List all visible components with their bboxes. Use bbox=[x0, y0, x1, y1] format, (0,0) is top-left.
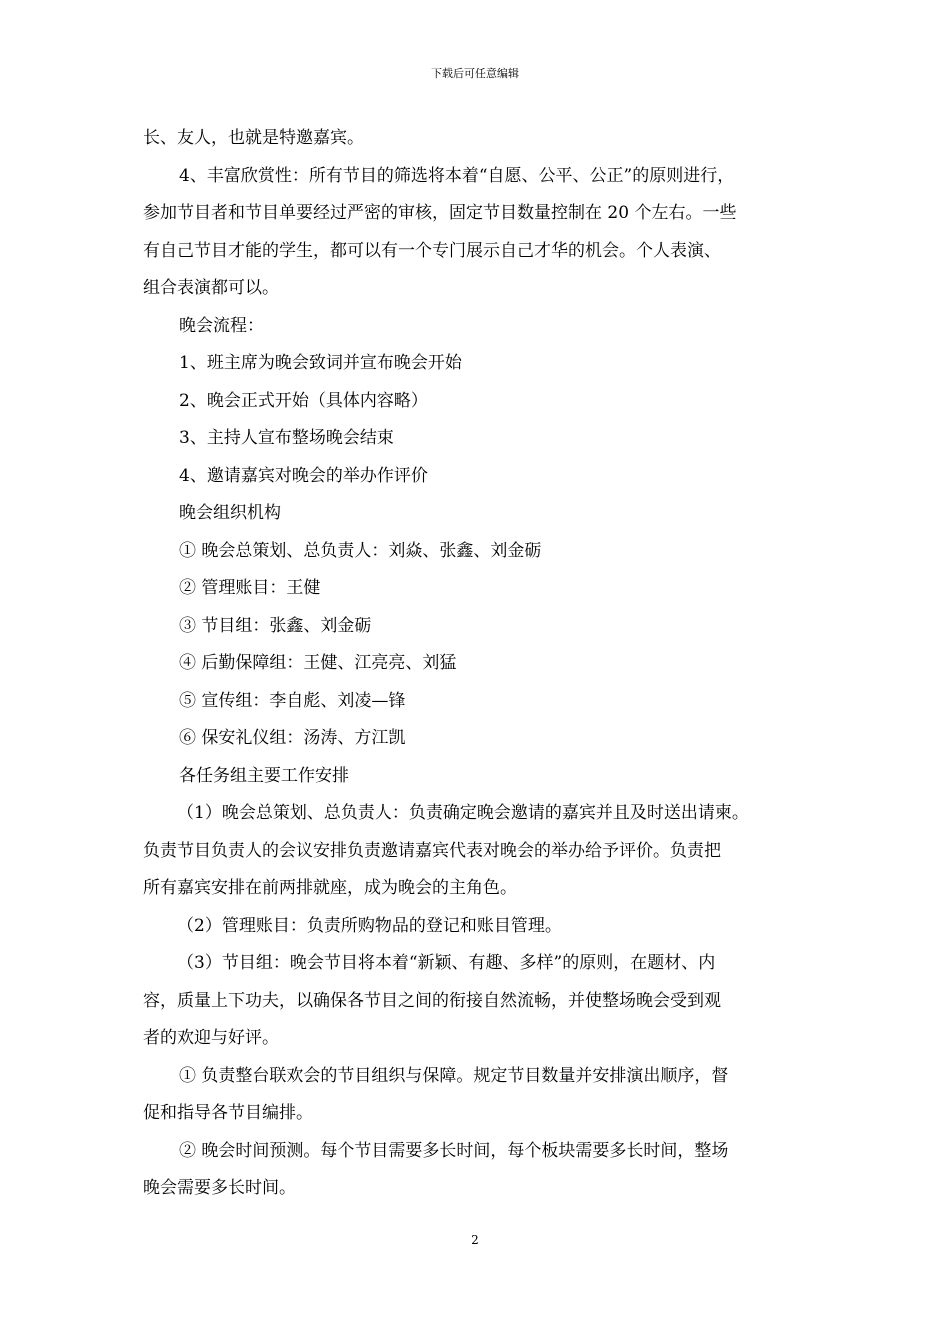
page-header: 下载后可任意编辑 bbox=[431, 67, 519, 80]
text-line: ① 负责整台联欢会的节目组织与保障。规定节目数量并安排演出顺序，督 bbox=[179, 1065, 729, 1086]
text-line: 促和指导各节目编排。 bbox=[143, 1103, 313, 1123]
text-line: （2）管理账目：负责所购物品的登记和账目管理。 bbox=[177, 915, 562, 936]
text-line: ④ 后勤保障组：王健、江亮亮、刘猛 bbox=[179, 653, 457, 673]
text-line: 4、丰富欣赏性：所有节目的筛选将本着“自愿、公平、公正”的原则进行， bbox=[179, 165, 735, 186]
text-line: 各任务组主要工作安排 bbox=[179, 765, 349, 786]
text-line: 晚会流程： bbox=[179, 315, 264, 336]
text-line: （1）晚会总策划、总负责人：负责确定晚会邀请的嘉宾并且及时送出请柬。 bbox=[177, 803, 749, 823]
text-line: 参加节目者和节目单要经过严密的审核，固定节目数量控制在 20 个左右。一些 bbox=[143, 203, 737, 223]
text-line: （3）节目组：晚会节目将本着“新颖、有趣、多样”的原则，在题材、内 bbox=[177, 953, 716, 973]
page-number: 2 bbox=[471, 1233, 479, 1247]
text-line: 组合表演都可以。 bbox=[143, 278, 279, 298]
text-line: 1、班主席为晚会致词并宣布晚会开始 bbox=[179, 353, 462, 373]
text-line: 容，质量上下功夫，以确保各节目之间的衔接自然流畅，并使整场晚会受到观 bbox=[143, 990, 721, 1011]
text-line: 4、邀请嘉宾对晚会的举办作评价 bbox=[179, 465, 428, 486]
text-line: 有自己节目才能的学生，都可以有一个专门展示自己才华的机会。个人表演、 bbox=[143, 240, 721, 261]
text-line: 负责节目负责人的会议安排负责邀请嘉宾代表对晚会的举办给予评价。负责把 bbox=[143, 840, 721, 861]
text-line: 3、主持人宣布整场晚会结束 bbox=[179, 428, 394, 448]
text-line: 2、晚会正式开始（具体内容略） bbox=[179, 390, 428, 411]
text-line: 长、友人，也就是特邀嘉宾。 bbox=[143, 128, 364, 148]
text-line: 者的欢迎与好评。 bbox=[143, 1028, 279, 1048]
text-line: ⑥ 保安礼仪组：汤涛、方江凯 bbox=[179, 728, 406, 748]
text-line: ② 晚会时间预测。每个节目需要多长时间，每个板块需要多长时间，整场 bbox=[179, 1140, 729, 1161]
text-line: 所有嘉宾安排在前两排就座，成为晚会的主角色。 bbox=[143, 878, 517, 898]
text-line: 晚会需要多长时间。 bbox=[143, 1178, 296, 1198]
text-line: ⑤ 宣传组：李自彪、刘凌—锋 bbox=[179, 690, 406, 711]
document-body bbox=[143, 120, 807, 1208]
text-line: ② 管理账目：王健 bbox=[179, 578, 321, 598]
text-line: ③ 节目组：张鑫、刘金砺 bbox=[179, 615, 372, 636]
text-line: 晚会组织机构 bbox=[179, 503, 281, 523]
text-line: ① 晚会总策划、总负责人：刘焱、张鑫、刘金砺 bbox=[179, 540, 542, 561]
